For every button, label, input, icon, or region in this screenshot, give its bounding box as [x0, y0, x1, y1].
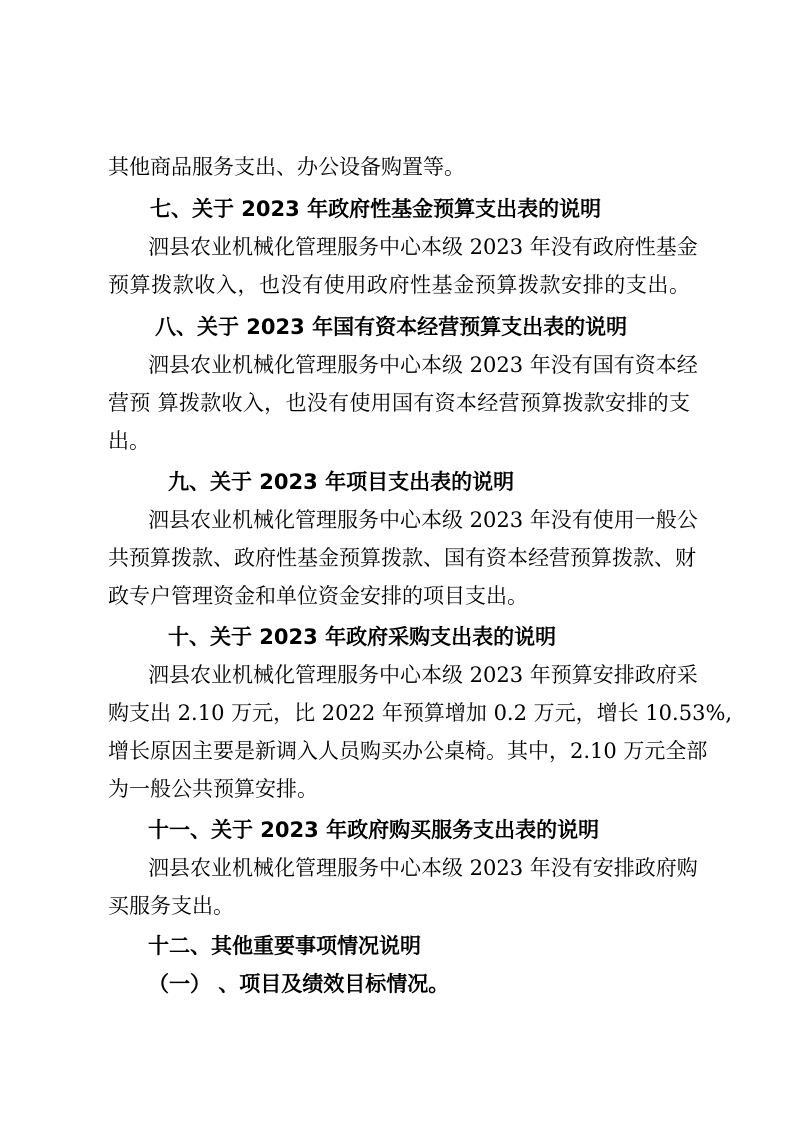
- paragraph-line: 其他商品服务支出、办公设备购置等。: [108, 155, 465, 179]
- paragraph-line: 泗县农业机械化管理服务中心本级 2023 年没有国有资本经: [148, 353, 698, 377]
- section-heading-7: 七、关于 2023 年政府性基金预算支出表的说明: [150, 197, 602, 221]
- paragraph-line: 增长原因主要是新调入人员购买办公桌椅。其中，2.10 万元全部: [108, 739, 708, 763]
- paragraph-line: 预算拨款收入，也没有使用政府性基金预算拨款安排的支出。: [108, 273, 690, 297]
- section-heading-12: 十二、其他重要事项情况说明: [148, 934, 421, 958]
- paragraph-line: 泗县农业机械化管理服务中心本级 2023 年没有安排政府购: [148, 856, 698, 880]
- paragraph-line: 泗县农业机械化管理服务中心本级 2023 年没有政府性基金: [148, 235, 698, 259]
- paragraph-line: 政专户管理资金和单位资金安排的项目支出。: [108, 584, 528, 608]
- paragraph-line: 出。: [108, 429, 150, 453]
- section-heading-8: 八、关于 2023 年国有资本经营预算支出表的说明: [155, 315, 628, 339]
- paragraph-line: 泗县农业机械化管理服务中心本级 2023 年预算安排政府采: [148, 663, 698, 687]
- section-heading-10: 十、关于 2023 年政府采购支出表的说明: [168, 625, 557, 649]
- paragraph-line: 买服务支出。: [108, 894, 234, 918]
- section-heading-9: 九、关于 2023 年项目支出表的说明: [168, 470, 515, 494]
- paragraph-line: 共预算拨款、政府性基金预算拨款、国有资本经营预算拨款、财: [108, 546, 696, 570]
- section-heading-11: 十一、关于 2023 年政府购买服务支出表的说明: [148, 818, 600, 842]
- paragraph-line: 为一般公共预算安排。: [108, 777, 318, 801]
- paragraph-line: 营预 算拨款收入，也没有使用国有资本经营预算拨款安排的支: [108, 391, 690, 415]
- paragraph-line: 购支出 2.10 万元，比 2022 年预算增加 0.2 万元，增长 10.53%,: [108, 701, 733, 725]
- paragraph-line: 泗县农业机械化管理服务中心本级 2023 年没有使用一般公: [148, 508, 698, 532]
- subsection-heading: （一） 、项目及绩效目标情况。: [148, 972, 450, 996]
